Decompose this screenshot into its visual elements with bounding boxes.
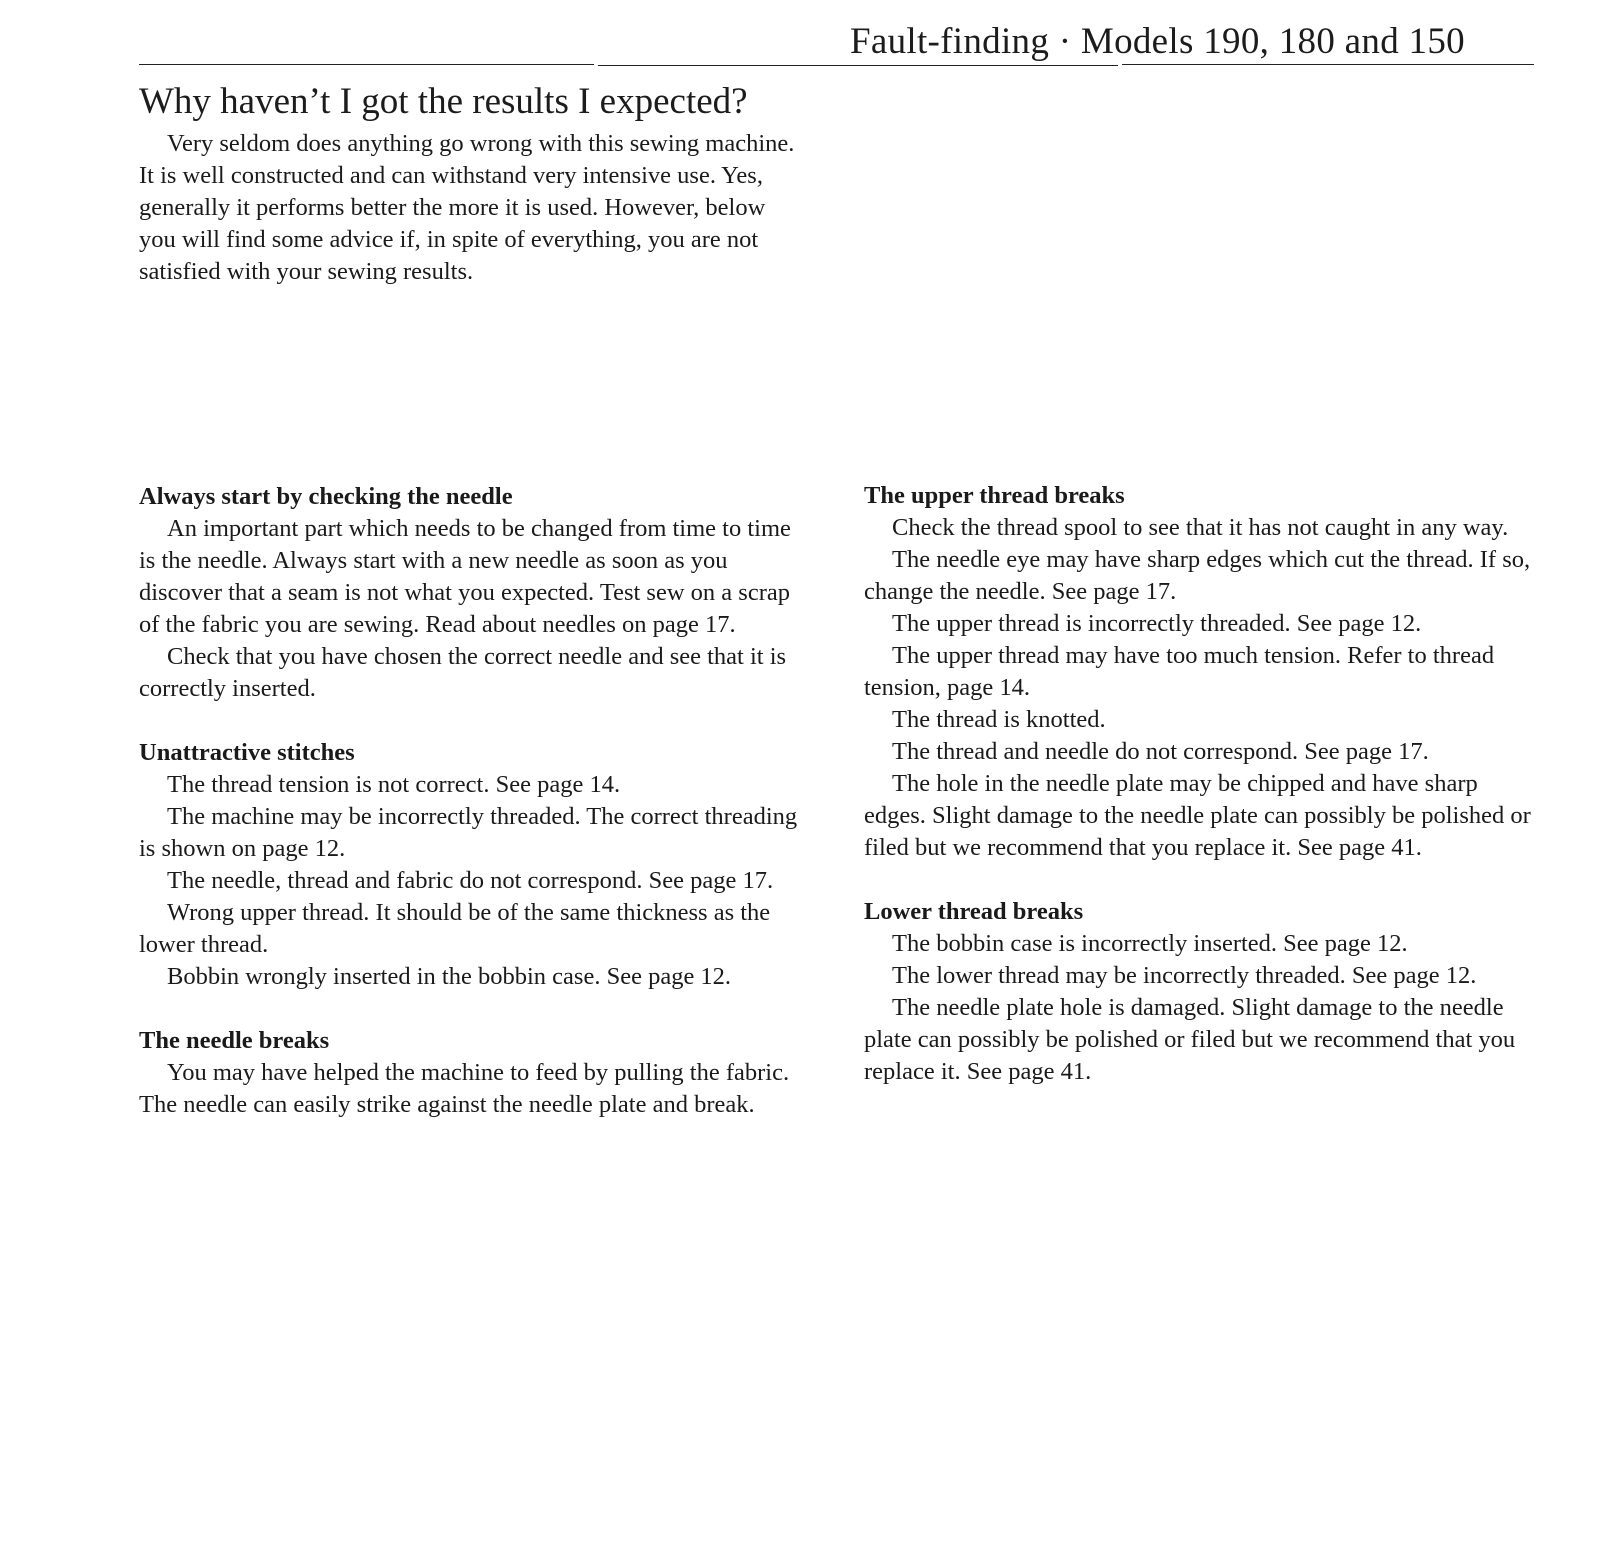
- header-rule-left: [139, 64, 594, 65]
- section-heading: Unattractive stitches: [139, 739, 355, 766]
- page-title: Why haven’t I got the results I expected?: [139, 81, 748, 122]
- section-paragraph: The bobbin case is incorrectly inserted. See page 12.: [892, 930, 1408, 957]
- section-paragraph: You may have helped the machine to feed by pulling the fabric. The needle can easily strike against the needle plate and break.: [139, 1059, 790, 1118]
- section-heading: Lower thread breaks: [864, 898, 1084, 925]
- section-paragraph: An important part which needs to be changed from time to time is the needle. Always start with a new needle as soon as you discover that a seam is not what you expected. Test sew on a scrap of the fabric you are sewing. Read about needles on page 17.: [139, 515, 791, 638]
- section-check-needle: [139, 481, 809, 705]
- section-paragraph: Bobbin wrongly inserted in the bobbin case. See page 12.: [167, 963, 732, 990]
- section-heading: Always start by checking the needle: [139, 483, 513, 510]
- section-heading: The upper thread breaks: [864, 482, 1125, 509]
- section-paragraph: The needle plate hole is damaged. Slight damage to the needle plate can possibly be polished or filed but we recommend that you replace it. See page 41.: [864, 994, 1516, 1085]
- section-paragraph: Check that you have chosen the correct needle and see that it is correctly inserted.: [139, 643, 787, 702]
- section-paragraph: The needle, thread and fabric do not correspond. See page 17.: [167, 867, 774, 894]
- section-paragraph: The thread tension is not correct. See page 14.: [167, 771, 621, 798]
- section-paragraph: Check the thread spool to see that it has not caught in any way.: [892, 514, 1509, 541]
- section-heading: The needle breaks: [139, 1027, 330, 1054]
- section-paragraph: The upper thread is incorrectly threaded. See page 12.: [892, 610, 1422, 637]
- left-column: [139, 481, 809, 1121]
- section-upper-thread-breaks: [864, 480, 1544, 864]
- section-paragraph: The upper thread may have too much tension. Refer to thread tension, page 14.: [864, 642, 1495, 701]
- right-column: [864, 480, 1544, 1088]
- section-needle-breaks: [139, 1025, 809, 1121]
- section-lower-thread-breaks: [864, 896, 1544, 1088]
- intro-paragraph: Very seldom does anything go wrong with this sewing machine. It is well constructed and can withstand very intensive use. Yes, generally it performs better the more it is used. However, below you will find some advice if, in spite of everything, you are not satisfied with your sewing results.: [139, 130, 795, 285]
- running-head: Fault-finding · Models 190, 180 and 150: [850, 21, 1465, 62]
- section-paragraph: Wrong upper thread. It should be of the same thickness as the lower thread.: [139, 899, 771, 958]
- section-paragraph: The thread is knotted.: [892, 706, 1106, 733]
- section-paragraph: The lower thread may be incorrectly threaded. See page 12.: [892, 962, 1477, 989]
- section-paragraph: The machine may be incorrectly threaded. The correct threading is shown on page 12.: [139, 803, 798, 862]
- section-paragraph: The thread and needle do not correspond. See page 17.: [892, 738, 1429, 765]
- section-paragraph: The hole in the needle plate may be chipped and have sharp edges. Slight damage to the needle plate can possibly be polished or filed but we recommend that you replace it. See page 41.: [864, 770, 1531, 861]
- section-paragraph: The needle eye may have sharp edges which cut the thread. If so, change the needle. See page 17.: [864, 546, 1531, 605]
- section-unattractive-stitches: [139, 737, 809, 993]
